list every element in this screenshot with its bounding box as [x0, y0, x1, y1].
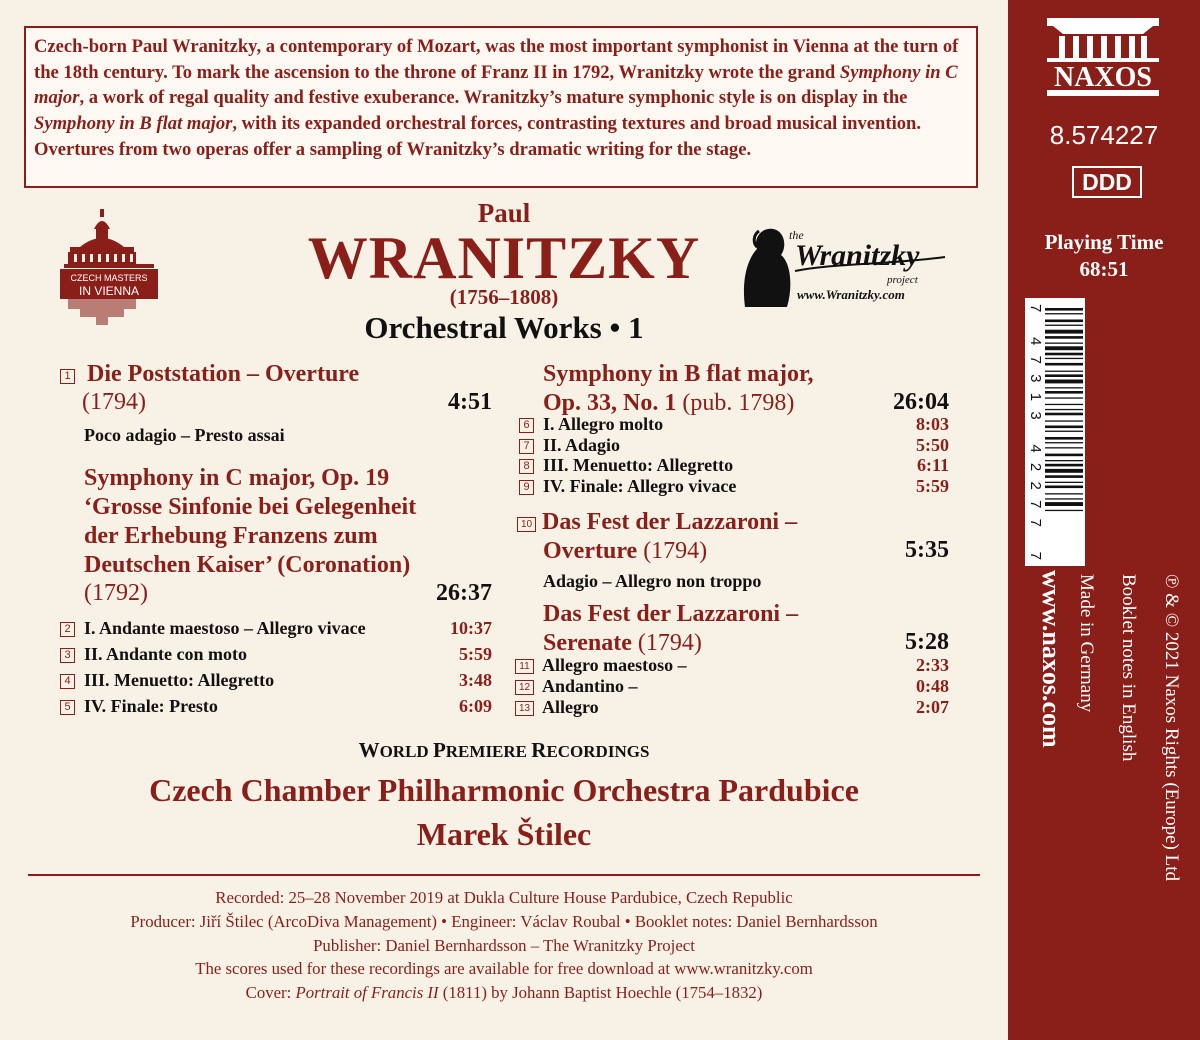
- work-title-line1: Das Fest der Lazzaroni –: [542, 509, 798, 535]
- credits-producer: Producer: Jiří Štilec (ArcoDiva Management) • Engineer: Václav Roubal • Booklet notes: Daniel Bernhardsson: [130, 911, 878, 931]
- work-symphony-c: [84, 464, 492, 610]
- barcode-bar: [1045, 431, 1083, 432]
- barcode-bar: [1045, 320, 1083, 323]
- barcode-bar: [1045, 464, 1083, 467]
- barcode-bar: [1045, 358, 1083, 359]
- work-title-line2: Op. 33, No. 1: [543, 390, 677, 416]
- wranitzky-project-logo: [735, 217, 950, 317]
- work-duration: 5:28: [905, 629, 949, 655]
- divider: [28, 874, 980, 876]
- barcode-bar: [1045, 371, 1083, 372]
- playing-time-label: Playing Time: [1044, 230, 1164, 254]
- credits-recorded: Recorded: 25–28 November 2019 at Dukla Culture House Pardubice, Czech Republic: [215, 888, 793, 907]
- track-row: 2 I. Andante maestoso – Allegro vivace 10:37: [60, 618, 492, 639]
- conductor-name: Marek Štilec: [416, 816, 592, 852]
- orchestra-name: Czech Chamber Philharmonic Orchestra Pardubice: [149, 772, 859, 808]
- track-row: 11 Allegro maestoso – 2:33: [515, 655, 949, 676]
- barcode-bar: [1045, 447, 1083, 448]
- credits: [0, 886, 1008, 1005]
- playing-time-value: 68:51: [1079, 257, 1129, 281]
- track-number: 10: [517, 517, 536, 532]
- work-title-line2: Overture: [543, 538, 638, 564]
- barcode-bar: [1045, 330, 1083, 334]
- composer-first-name: Paul: [477, 198, 531, 228]
- work-title-line1: Das Fest der Lazzaroni –: [543, 601, 799, 627]
- barcode-bar: [1045, 413, 1083, 416]
- barcode-bar: [1045, 380, 1083, 384]
- track-number: 1: [60, 369, 75, 384]
- work-title-line1: Symphony in C major, Op. 19: [84, 465, 390, 491]
- track-row: 4 III. Menuetto: Allegretto 3:48: [60, 670, 492, 691]
- barcode-bar: [1045, 308, 1083, 311]
- work-pub: (pub. 1798): [682, 390, 795, 416]
- work-duration: 26:37: [436, 580, 492, 606]
- track-row: 7 II. Adagio 5:50: [519, 435, 949, 456]
- work-lazzaroni-overture: [517, 508, 949, 592]
- rights-notice: ℗ & © 2021 Naxos Rights (Europe) Ltd: [1161, 574, 1182, 881]
- barcode-bar: [1045, 486, 1083, 489]
- work-title-line3: der Erhebung Franzens zum: [84, 523, 378, 549]
- barcode-bar: [1045, 353, 1083, 356]
- barcode-bar: [1045, 336, 1083, 339]
- barcode-bar: [1045, 460, 1083, 461]
- naxos-url[interactable]: www.naxos.com: [1037, 570, 1066, 748]
- barcode: [1025, 298, 1085, 566]
- track-row: 13 Allegro 2:07: [515, 697, 949, 718]
- naxos-label: NAXOS: [1053, 62, 1153, 93]
- work-year: (1794): [637, 630, 702, 656]
- barcode-bar: [1045, 469, 1083, 473]
- barcode-bar: [1045, 420, 1083, 421]
- work-title-line4: Deutschen Kaiser’ (Coronation): [84, 552, 411, 578]
- album-title: Orchestral Works • 1: [364, 310, 644, 345]
- composer-surname: WRANITZKY: [307, 225, 701, 291]
- barcode-bar: [1045, 409, 1083, 410]
- work-title: Die Poststation – Overture: [87, 361, 360, 387]
- barcode-bar: [1045, 397, 1083, 398]
- work-subtitle: Poco adagio – Presto assai: [84, 425, 285, 445]
- track-row: 6 I. Allegro molto 8:03: [519, 414, 949, 435]
- barcode-digits: 7 47313 42277 7: [1027, 304, 1044, 560]
- czech-masters-line1: CZECH MASTERS: [70, 273, 148, 283]
- barcode-bar: [1045, 426, 1083, 429]
- barcode-bar: [1045, 343, 1083, 344]
- booklet-language: Booklet notes in English: [1118, 574, 1139, 762]
- work-lazzaroni-serenate: [543, 600, 949, 659]
- barcode-bar: [1045, 510, 1083, 511]
- barcode-bar: [1045, 493, 1083, 494]
- barcode-bar: [1045, 454, 1083, 457]
- czech-masters-line2: IN VIENNA: [78, 284, 140, 298]
- track-row: 3 II. Andante con moto 5:59: [60, 644, 492, 665]
- wp-name: Wranitzky: [795, 239, 920, 272]
- naxos-logo: [1033, 12, 1173, 100]
- work-year: (1794): [643, 538, 708, 564]
- made-in: Made in Germany: [1076, 574, 1097, 713]
- credits-scores: The scores used for these recordings are available for free download at www.wranitzky.com: [195, 959, 813, 979]
- catalogue-number: 8.574227: [1049, 120, 1159, 150]
- work-duration: 5:35: [905, 537, 949, 563]
- barcode-bar: [1045, 374, 1083, 377]
- world-premiere-heading: WORLD PREMIERE RECORDINGS: [358, 738, 650, 762]
- barcode-bar: [1045, 437, 1083, 440]
- work-duration: 4:51: [448, 389, 492, 415]
- track-row: 12 Andantino – 0:48: [515, 676, 949, 697]
- work-year: (1792): [84, 580, 148, 606]
- credits-cover: Cover: Portrait of Francis II (1811) by Johann Baptist Hoechle (1754–1832): [245, 983, 763, 1003]
- description-box: [24, 26, 978, 188]
- barcode-bar: [1045, 498, 1083, 499]
- track-row: 9 IV. Finale: Allegro vivace 5:59: [519, 476, 949, 497]
- credits-publisher: Publisher: Daniel Bernhardsson – The Wranitzky Project: [313, 935, 695, 955]
- wp-project: project: [887, 274, 918, 286]
- barcode-bar: [1045, 387, 1083, 388]
- description-text: Czech-born Paul Wranitzky, a contemporary of Mozart, was the most important symphonist in Vienna at the turn of the 18th century. To mark the ascension to the throne of Franz II in 1792, Wranitzky wrote the grand Symphony in C major, a work of regal quality and festive exuberance. Wranitzky’s mature symphonic style is on display in the Symphony in B flat major, with its expanded orchestral forces, contrasting textures and broad musical invention. Overtures from two operas offer a sampling of Wranitzky’s dramatic writing for the stage.: [34, 36, 959, 160]
- barcode-bar: [1045, 475, 1083, 478]
- work-duration: 26:04: [893, 389, 949, 415]
- ddd-badge: DDD: [1072, 166, 1142, 198]
- track-row: 5 IV. Finale: Presto 6:09: [60, 696, 492, 717]
- work-poststation: [60, 360, 492, 446]
- work-year: (1794): [82, 389, 146, 415]
- barcode-bar: [1045, 391, 1083, 394]
- track-row: 8 III. Menuetto: Allegretto 6:11: [519, 455, 949, 476]
- work-title-line2: ‘Grosse Sinfonie bei Gelegenheit: [84, 494, 417, 520]
- barcode-bar: [1045, 363, 1083, 366]
- work-title-line1: Symphony in B flat major,: [543, 361, 814, 387]
- barcode-bar: [1045, 346, 1083, 350]
- barcode-bar: [1045, 502, 1083, 506]
- barcode-bar: [1045, 482, 1083, 483]
- work-symphony-bflat: [543, 360, 949, 419]
- barcode-bar: [1045, 313, 1083, 314]
- barcode-bar: [1045, 442, 1083, 443]
- wp-url: www.Wranitzky.com: [797, 287, 905, 302]
- composer-dates: (1756–1808): [449, 285, 559, 309]
- wp-the: the: [789, 228, 804, 242]
- barcode-bar: [1045, 404, 1083, 405]
- barcode-bar: [1045, 325, 1083, 326]
- work-subtitle: Adagio – Allegro non troppo: [543, 571, 762, 591]
- work-title-line2: Serenate: [543, 630, 632, 656]
